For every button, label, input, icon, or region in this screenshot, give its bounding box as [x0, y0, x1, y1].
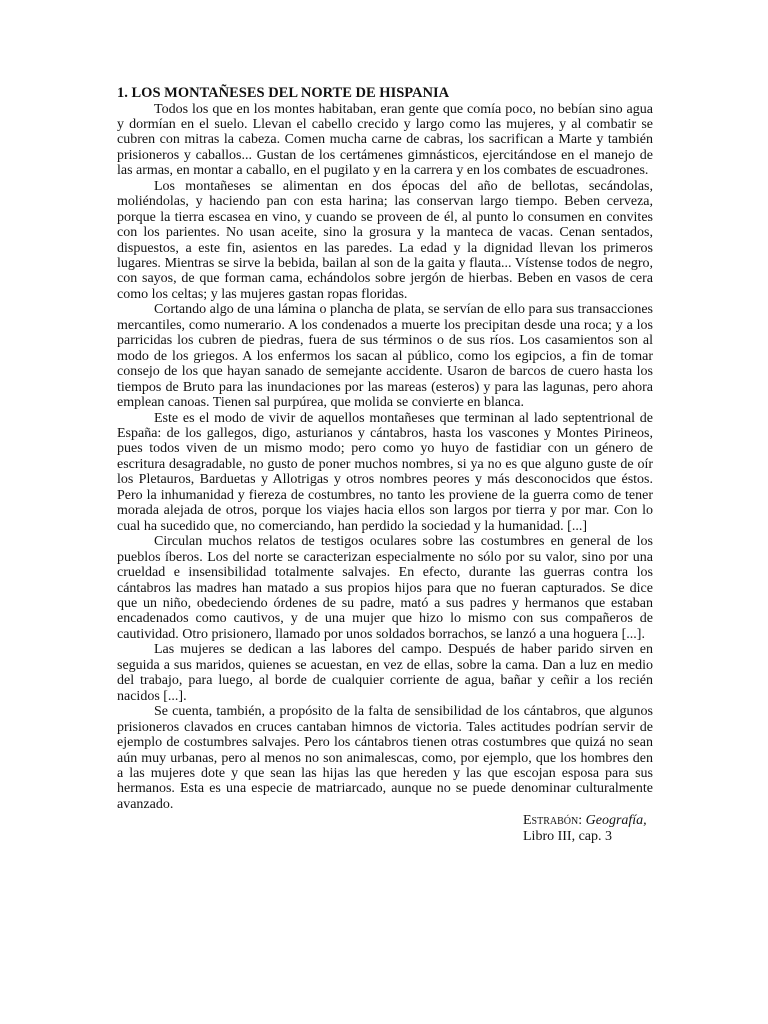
paragraph-6: Las mujeres se dedican a las labores del campo. Después de haber parido sirven en seguida a sus maridos, quienes se acuestan, en vez de ellas, sobre la cama. Dan a luz en medio del trabajo, para luego, al borde de cualquier corriente de agua, bañar y ceñir a los recién nacidos [...].: [117, 642, 653, 704]
citation-reference: Libro III, cap. 3: [523, 829, 613, 845]
source-citation: [523, 813, 653, 845]
citation-author: Estrabón: [523, 813, 579, 829]
paragraph-7: Se cuenta, también, a propósito de la falta de sensibilidad de los cántabros, que algunos prisioneros clavados en cruces cantaban himnos de victoria. Tales actitudes podrían servir de ejemplo de costumbres salvajes. Pero los cántabros tienen otras costumbres que quizá no sean aún muy urbanas, pero al menos no son animalescas, como, por ejemplo, que los hombres den a las mujeres dote y que sean las hijas las que hereden y las que escojan esposa para sus hermanos. Esta es una especie de matriarcado, aunque no se puede denominar culturalmente avanzado.: [117, 704, 653, 812]
paragraph-2: Los montañeses se alimentan en dos épocas del año de bellotas, secándolas, moliéndolas, y haciendo pan con esta harina; las conservan largo tiempo. Beben cerveza, porque la tierra escasea en vino, y cuando se proveen de él, al punto lo consumen en convites con los parientes. No usan aceite, sino la grosura y la manteca de vacas. Cenan sentados, dispuestos, a este fin, asientos en las paredes. La edad y la dignidad llevan los primeros lugares. Mientras se sirve la bebida, bailan al son de la gaita y flauta... Vístense todos de negro, con sayos, de que forman cama, echándolos sobre jergón de hierbas. Beben en vasos de cera como los celtas; y las mujeres gastan ropas floridas.: [117, 178, 653, 302]
paragraph-3: Cortando algo de una lámina o plancha de plata, se servían de ello para sus transacciones mercantiles, como numerario. A los condenados a muerte los precipitan desde una roca; y a los parricidas los cubren de piedras, fuera de sus términos o de sus ríos. Los casamientos son al modo de los griegos. A los enfermos los sacan al público, como los egipcios, a fin de tomar consejo de los que hayan sanado de semejante accidente. Usaron de barcos de cuero hasta los tiempos de Bruto para las inundaciones por las mareas (esteros) y para las lagunas, pero ahora emplean canoas. Tienen sal purpúrea, que molida se convierte en blanca.: [117, 302, 653, 411]
document-title: 1. LOS MONTAÑESES DEL NORTE DE HISPANIA: [117, 85, 450, 101]
citation-separator: :: [578, 813, 586, 829]
citation-work: Geografía,: [585, 813, 647, 829]
paragraph-4: Este es el modo de vivir de aquellos montañeses que terminan al lado septentrional de España: de los gallegos, digo, asturianos y cántabros, hasta los vascones y Montes Pirineos, pues todos viven de un mismo modo; pero como yo huyo de fastidiar con un género de escritura desagradable, no gusto de poner muchos nombres, si ya no es que alguno guste de oír los Pletauros, Barduetas y Allotrigas y otros nombres peores y más desconocidos que éstos. Pero la inhumanidad y fiereza de costumbres, no tanto les proviene de la guerra como de tener morada alejada de otros, porque los viajes hacia ellos son largos por tierra y por mar. Con lo cual ha sucedido que, no comerciando, han perdido la sociedad y la humanidad. [...]: [117, 410, 653, 534]
paragraph-1: Todos los que en los montes habitaban, eran gente que comía poco, no bebían sino agua y dormían en el suelo. Llevan el cabello crecido y largo como las mujeres, y al combatir se cubren con mitras la cabeza. Comen mucha carne de cabras, los sacrifican a Marte y también prisioneros y caballos... Gustan de los certámenes gimnásticos, ejercitándose en el manejo de las armas, en montar a caballo, en el pugilato y en la carrera y en los combates de escuadrones.: [117, 101, 653, 179]
paragraph-5: Circulan muchos relatos de testigos oculares sobre las costumbres en general de los pueblos íberos. Los del norte se caracterizan especialmente no sólo por su valor, sino por una crueldad e insensibilidad totalmente salvajes. En efecto, durante las guerras contra los cántabros las madres han matado a sus propios hijos para que no fueran capturados. Se dice que un niño, obedeciendo órdenes de su padre, mató a sus padres y hermanos que estaban encadenados como cautivos, y de una mujer que hizo lo mismo con sus compañeros de cautividad. Otro prisionero, llamado por unos soldados borrachos, se lanzó a una hoguera [...].: [117, 534, 653, 642]
citation-line-1: [523, 813, 653, 829]
document-page: [117, 86, 653, 845]
